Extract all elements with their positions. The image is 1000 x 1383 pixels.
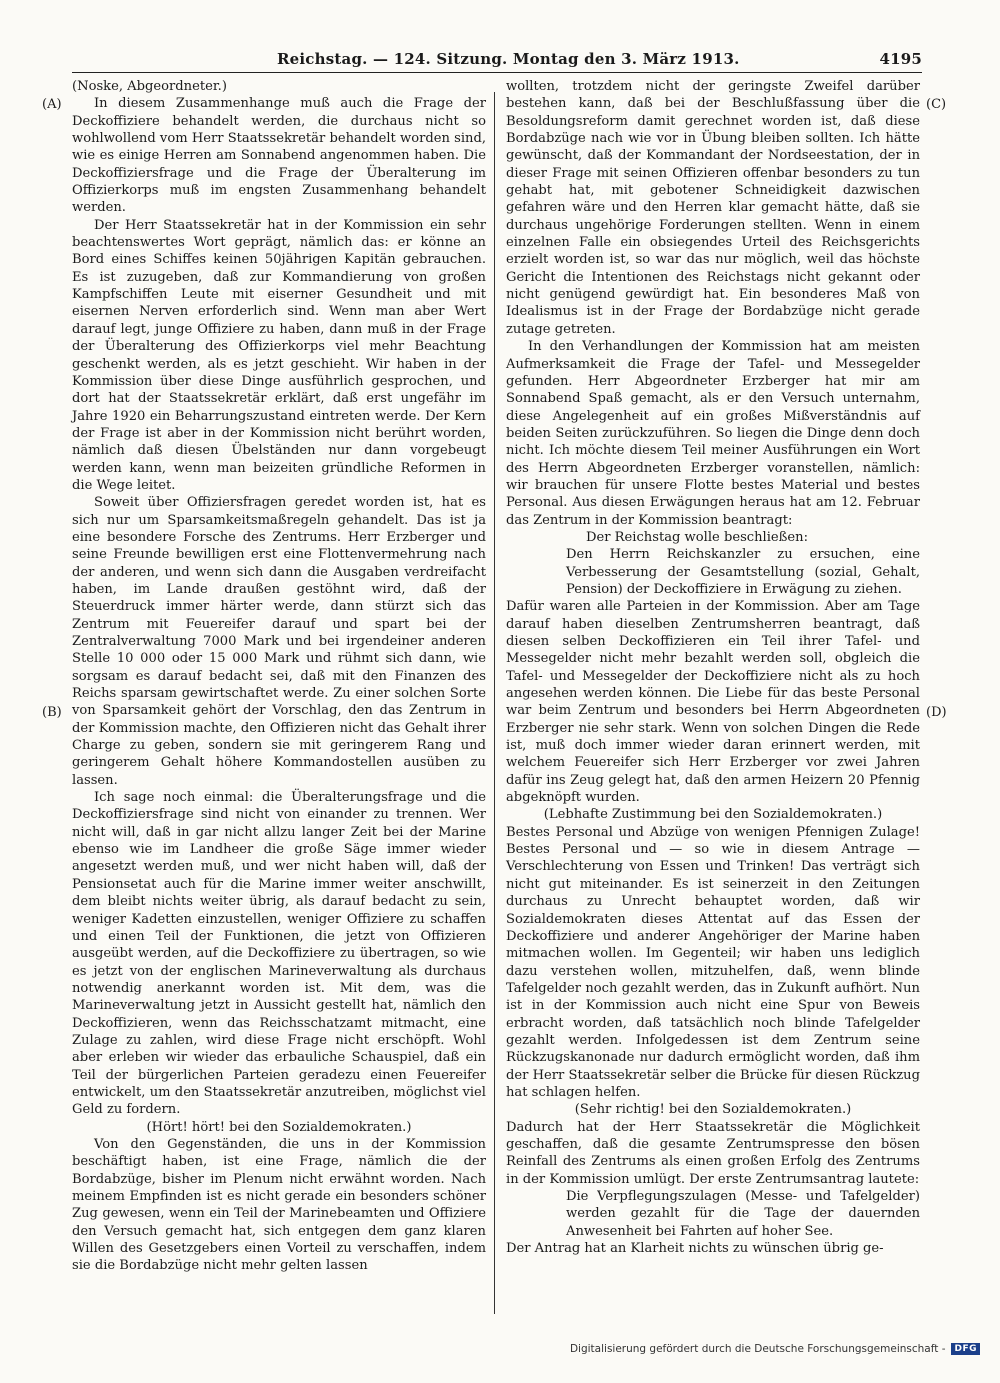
margin-marker-a: (A) [42,97,62,112]
left-column [72,78,486,1275]
interjection: (Hört! hört! bei den Sozialdemokraten.) [146,1119,412,1135]
paragraph: Der Antrag hat an Klarheit nichts zu wünschen übrig ge- [506,1241,884,1257]
interjection: (Lebhafte Zustimmung bei den Sozialdemokraten.) [543,807,883,823]
running-head-title: Reichstag. — 124. Sitzung. Montag den 3. März 1913. [277,50,740,68]
paragraph: Bestes Personal und Abzüge von wenigen Pfennigen Zulage! Bestes Personal und — so wie in diesem Antrage — Verschlechterung von Essen und Trinken! Das verträgt sich nicht gut miteinander. Es ist seinerzeit in den Zeitungen durchaus zu Unrecht behauptet worden, daß wir Sozialdemokraten dieses Attentat auf das Essen der Deckoffiziere und anderer Angehöriger der Marine haben mitmachen wollen. Im Gegenteil; wir haben uns lediglich dazu verstehen wollen, mitzuhelfen, daß, wenn blinde Tafelgelder noch gezahlt werden, das in Zukunft aufhört. Nun ist in der Kommission auch nicht eine Spur von Beweis erbracht worden, daß tatsächlich noch blinde Tafelgelder gezahlt werden. Infolgedessen ist dem Zentrum seine Rückzugskanonade nur dadurch ermöglicht worden, daß ihm der Herr Staatssekretär selber die Brücke für diesen Rückzug hat schlagen helfen. [506,824,920,1100]
footer-credit [570,1343,980,1355]
margin-marker-b: (B) [42,705,62,720]
paragraph: Soweit über Offiziersfragen geredet worden ist, hat es sich nur um Sparsamkeitsmaßregeln gehandelt. Das ist ja eine besondere Forsche des Zentrums. Herr Erzberger und seine Freunde bewilligen erst eine Flottenvermehrung nach der anderen, und wenn sich dann die Ausgaben verdreifacht haben, im Lande draußen gestöhnt wird, daß der Steuerdruck immer härter werde, dann stürzt sich das Zentrum mit Feuereifer darauf und spart bei der Zentralverwaltung 7000 Mark und bei irgendeiner anderen Stelle 10 000 oder 15 000 Mark und rühmt sich dann, wie sorgsam es darauf bedacht sei, daß mit den Finanzen des Reichs sparsam gewirtschaftet werde. Zu einer solchen Sorte von Sparsamkeit gehört der Vorschlag, den das Zentrum in der Kommission machte, den Offizieren nicht das Gehalt ihrer Charge zu geben, sondern sie mit geringerem Rang und geringerem Gehalt höhere Kommandostellen ausüben zu lassen. [72,495,486,788]
paragraph: Der Herr Staatssekretär hat in der Kommission ein sehr beachtenswertes Wort geprägt, nämlich das: er könne an Bord eines Schiffes keinen 50jährigen Kapitän gebrauchen. Es ist zuzugeben, daß zur Kommandierung von großen Kampfschiffen Leute mit eiserner Gesundheit und mit eisernen Nerven erforderlich sind. Wenn man aber Wert darauf legt, junge Offiziere zu haben, dann muß in der Frage der Überalterung des Offizierkorps viel mehr Beachtung geschenkt werden, als es jetzt geschieht. Wir haben in der Kommission über diese Dinge ausführlich gesprochen, und dort hat der Staatssekretär erklärt, daß erst ungefähr im Jahre 1920 ein Beharrungszustand eintreten werde. Der Kern der Frage ist aber in der Kommission nicht berührt worden, nämlich daß diesen Übelständen nur dann vorgebeugt werden kann, wenn man beizeiten gründliche Reformen in die Wege leitet. [72,217,486,493]
running-head [72,50,922,73]
dfg-logo-icon: DFG [951,1343,980,1355]
paragraph: Dafür waren alle Parteien in der Kommission. Aber am Tage darauf haben dieselben Zentrumsherren beantragt, daß diesen selben Deckoffizieren ein Teil ihrer Tafel- und Messegelder nicht mehr bezahlt werden soll, obgleich die Tafel- und Messegelder der Deckoffiziere nicht als zu hoch angesehen werden können. Die Liebe für das beste Personal war beim Zentrum und besonders bei Herrn Abgeordneten Erzberger nie sehr stark. Wenn von solchen Dingen die Rede ist, muß doch immer wieder daran erinnert werden, mit welchem Feuereifer sich Herr Erzberger vor zwei Jahren dafür ins Zeug gelegt hat, daß den armen Heizern 20 Pfennig abgeknöpft wurden. [506,599,920,806]
resolution-heading: Der Reichstag wolle beschließen: [586,529,809,545]
margin-marker-c: (C) [926,97,947,112]
column-divider [494,92,495,1314]
footer-text: Digitalisierung gefördert durch die Deutsche Forschungsgemeinschaft - [569,1343,946,1355]
page-number: 4195 [879,50,922,68]
paragraph: In diesem Zusammenhange muß auch die Frage der Deckoffiziere behandelt werden, die durchaus nicht so wohlwollend vom Herr Staatssekretär behandelt worden sind, wie es einige Herren am Sonnabend angenommen haben. Die Deckoffiziersfrage und die Frage der Überalterung im Offizierkorps muß im engsten Zusammenhang behandelt werden. [72,96,486,216]
paragraph: Von den Gegenständen, die uns in der Kommission beschäftigt haben, ist eine Frage, nämlich die der Bordabzüge, bisher im Plenum nicht erwähnt worden. Nach meinem Empfinden ist es nicht gerade ein besonders schöner Zug gewesen, wenn ein Teil der Marinebeamten und Offiziere den Versuch gemacht hat, sich entgegen dem ganz klaren Willen des Gesetzgebers einen Vorteil zu verschaffen, indem sie die Bordabzüge nicht mehr gelten lassen [72,1136,486,1274]
paragraph: wollten, trotzdem nicht der geringste Zweifel darüber bestehen kann, daß bei der Beschlußfassung über die Besoldungsreform damit gerechnet worden ist, daß diese Bordabzüge nach wie vor in Übung bleiben sollten. Ich hätte gewünscht, daß der Kommandant der Nordseestation, der in dieser Frage mit seinen Offizieren offenbar besonders zu tun gehabt hat, mit gebotener Schneidigkeit dazwischen gefahren wäre und den Herren klar gemacht hätte, daß sie durchaus ungehörige Forderungen stellten. Wenn in einem einzelnen Falle ein obsiegendes Urteil des Reichsgerichts erzielt worden ist, so war das nur möglich, weil das höchste Gericht die Intentionen des Reichstags nicht gekannt oder nicht genügend gewürdigt hat. Ein besonderes Maß von Idealismus ist in der Frage der Bordabzüge nicht gerade zutage getreten. [506,79,920,337]
margin-marker-d: (D) [926,705,947,720]
paragraph: Ich sage noch einmal: die Überalterungsfrage und die Deckoffiziersfrage sind nicht von einander zu trennen. Wer nicht will, daß in gar nicht allzu langer Zeit bei der Marine ebenso wie im Landheer die große Säge immer wieder angesetzt werden muß, und wer nicht haben will, daß der Pensionsetat auch für die Marine immer weiter anschwillt, dem bleibt nichts weiter übrig, als darauf bedacht zu sein, weniger Kadetten einzustellen, weniger Offiziere zu schaffen und einen Teil der Funktionen, die jetzt von Offizieren ausgeübt werden, auf die Deckoffiziere zu übertragen, so wie es jetzt von der englischen Marineverwaltung als durchaus notwendig anerkannt worden ist. Mit dem, was die Marineverwaltung jetzt in Aussicht gestellt hat, nämlich den Deckoffizieren, wenn das Reichsschatzamt mitmacht, eine Zulage zu zahlen, wird diese Frage nicht erschöpft. Wohl aber erleben wir wieder das erbauliche Schauspiel, daß ein Teil der bürgerlichen Parteien geradezu einen Feuereifer entwickelt, um den Staatssekretär anzutreiben, möglichst viel Geld zu fordern. [72,790,486,1118]
motion-text: Die Verpflegungszulagen (Messe- und Tafelgelder) werden gezahlt für die Tage der dauernden Anwesenheit bei Fahrten auf hoher See. [566,1189,920,1239]
paragraph: Dadurch hat der Herr Staatssekretär die Möglichkeit geschaffen, daß die gesamte Zentrumspresse den bösen Reinfall des Zentrums als einen großen Erfolg des Zentrums in der Kommission umlügt. Der erste Zentrumsantrag lautete: [506,1119,920,1187]
right-column [506,78,920,1257]
interjection: (Sehr richtig! bei den Sozialdemokraten.) [574,1102,852,1118]
paragraph: In den Verhandlungen der Kommission hat am meisten Aufmerksamkeit die Frage der Tafel- und Messegelder gefunden. Herr Abgeordneter Erzberger hat mir am Sonnabend Spaß gemacht, als er den Versuch unternahm, diese Angelegenheit auf ein großes Mißverständnis auf beiden Seiten zurückzuführen. So liegen die Dinge denn doch nicht. Ich möchte diesem Teil meiner Ausführungen ein Wort des Herrn Abgeordneten Erzberger voranstellen, nämlich: wir brauchen für unsere Flotte bestes Material und bestes Personal. Aus diesen Erwägungen heraus hat am 12. Februar das Zentrum in der Kommission beantragt: [506,339,920,528]
speaker-label: (Noske, Abgeordneter.) [72,79,227,94]
resolution-text: Den Herrn Reichskanzler zu ersuchen, eine Verbesserung der Gesamtstellung (sozial, Gehalt, Pension) der Deckoffiziere in Erwägung zu ziehen. [566,547,920,597]
